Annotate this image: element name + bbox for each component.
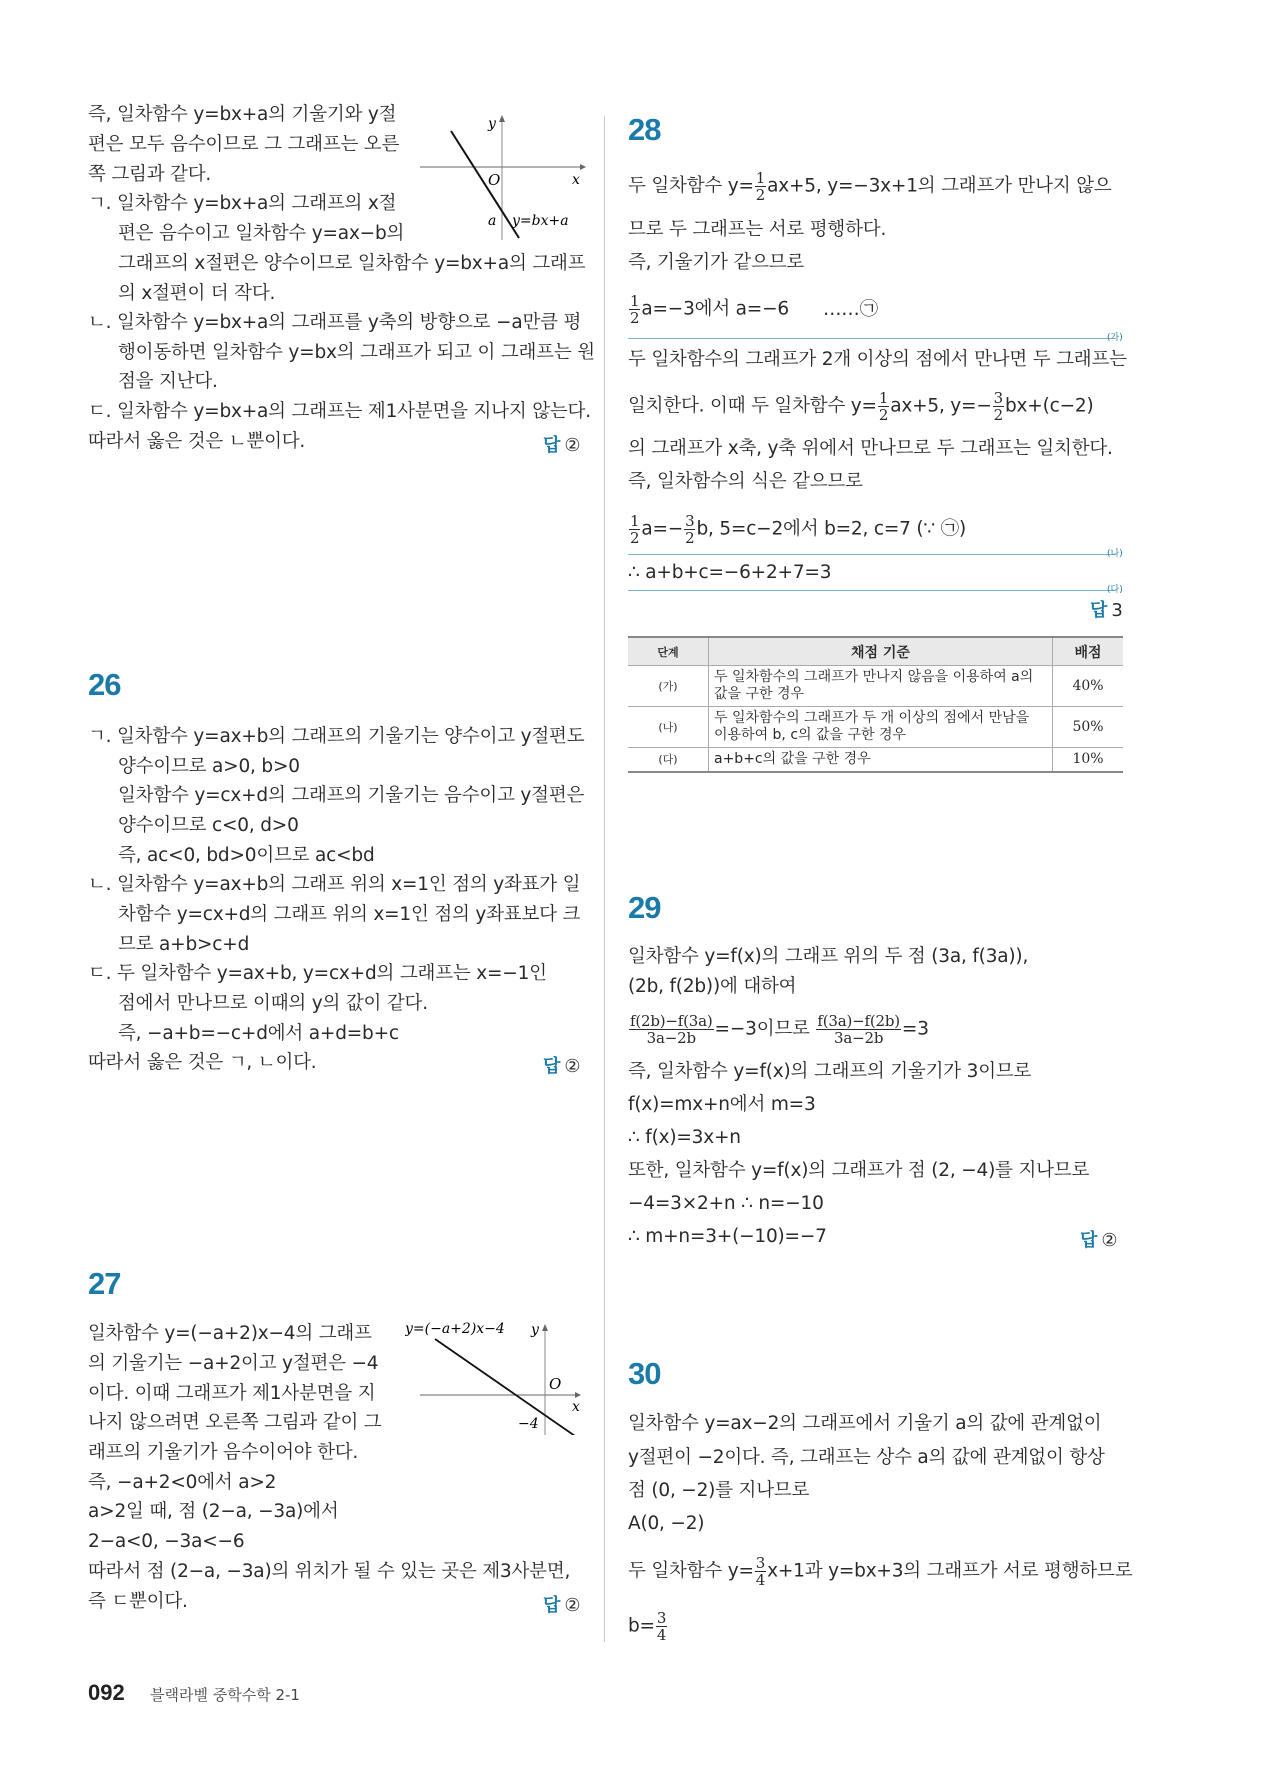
fraction: $\frac{1}{2}$ xyxy=(878,389,889,424)
column-header: 단계 xyxy=(628,637,709,666)
graph-y-bx-plus-a xyxy=(420,112,590,242)
text-line: 즉, 일차함수 y=bx+a의 기울기와 y절 xyxy=(88,104,397,125)
answer-value: 3 xyxy=(1111,600,1123,621)
text-line: $\frac{1}{2}$ a=−3에서 a=−6 ……㉠ xyxy=(630,292,878,327)
origin-label: O xyxy=(488,171,501,189)
fraction: $\frac{3}{4}$ xyxy=(755,1554,766,1589)
fraction: $\frac{1}{2}$ xyxy=(630,512,640,547)
text-line: $\frac{1}{2}$ a=− $\frac{3}{2}$ b, 5=c−2에서 b=2, c=7 (∵ ㉠) xyxy=(630,512,966,547)
text-line: 두 일차함수의 그래프가 2개 이상의 점에서 만나면 두 그래프는 xyxy=(628,349,1127,370)
text-line: 즉, 일차함수 y=f(x)의 그래프의 기울기가 3이므로 xyxy=(628,1061,1032,1082)
text-line: a>2일 때, 점 (2−a, −3a)에서 xyxy=(88,1501,339,1522)
fraction: $\frac{3}{4}$ xyxy=(656,1609,667,1644)
origin-label: O xyxy=(549,1375,562,1393)
text-line: 점을 지난다. xyxy=(118,371,218,392)
text-line: 따라서 옳은 것은 ㄴ뿐이다. xyxy=(88,431,306,452)
page-number: 092 xyxy=(88,1680,125,1705)
text-line: ㄷ. 두 일차함수 y=ax+b, y=cx+d의 그래프는 x=−1인 xyxy=(88,963,547,984)
text-line: 따라서 점 (2−a, −3a)의 위치가 될 수 있는 곳은 제3사분면, xyxy=(88,1561,571,1582)
text-line: 쪽 그림과 같다. xyxy=(88,164,212,185)
text-line: (2b, f(2b))에 대하여 xyxy=(628,976,797,997)
text-line: ㄱ. 일차함수 y=ax+b의 그래프의 기울기는 양수이고 y절편도 xyxy=(88,726,585,747)
text-line: b= $\frac{3}{4}$ xyxy=(628,1609,667,1644)
text-line: 행이동하면 일차함수 y=bx의 그래프가 되고 이 그래프는 원 xyxy=(118,342,595,363)
text-line: 일차함수 y=ax−2의 그래프에서 기울기 a의 값에 관계없이 xyxy=(628,1413,1102,1434)
text-line: 두 일차함수 y= $\frac{3}{4}$ x+1과 y=bx+3의 그래프가 서로 평행하므로 xyxy=(628,1554,1133,1589)
fraction: $\frac{3}{2}$ xyxy=(685,512,695,547)
text-line: 의 그래프가 x축, y축 위에서 만나므로 두 그래프는 일치한다. xyxy=(628,438,1113,459)
text-line: 점 (0, −2)를 지나므로 xyxy=(628,1480,810,1501)
text-line: ㄴ. 일차함수 y=ax+b의 그래프 위의 x=1인 점의 y좌표가 일 xyxy=(88,874,581,895)
text-line: 편은 음수이고 일차함수 y=ax−b의 xyxy=(118,223,405,244)
answer xyxy=(543,1591,581,1617)
question-number: 30 xyxy=(628,1356,661,1391)
text-line: 즉, 일차함수의 식은 같으므로 xyxy=(628,471,863,492)
table-row xyxy=(628,666,1123,707)
text-line: 점에서 만나므로 이때의 y의 값이 같다. xyxy=(118,993,428,1014)
graph-negative-slope-line xyxy=(405,1315,595,1435)
answer xyxy=(1080,1226,1118,1252)
text-line: 또한, 일차함수 y=f(x)의 그래프가 점 (2, −4)를 지나므로 xyxy=(628,1160,1090,1181)
text-line: $\frac{f(2b)-f(3a)}{3a-2b}$ =−3이므로 $\frac{f(3a)-f(2b)}{3a-2b}$ =3 xyxy=(630,1012,929,1047)
text-line: 양수이므로 a>0, b>0 xyxy=(118,756,300,777)
step-tag: (나) xyxy=(1107,549,1123,559)
text-line: 이다. 이때 그래프가 제1사분면을 지 xyxy=(88,1383,376,1404)
question-number: 29 xyxy=(628,890,661,925)
text-line: 즉, −a+b=−c+d에서 a+d=b+c xyxy=(118,1023,399,1044)
text-line: ㄷ. 일차함수 y=bx+a의 그래프는 제1사분면을 지나지 않는다. xyxy=(88,401,591,422)
answer-value: ② xyxy=(564,1595,581,1616)
text-line: 일치한다. 이때 두 일차함수 y= $\frac{1}{2}$ ax+5, y=− $\frac{3}{2}$ bx+(c−2) xyxy=(628,389,1094,424)
text-line: 차함수 y=cx+d의 그래프 위의 x=1인 점의 y좌표보다 크 xyxy=(118,904,581,925)
question-number: 27 xyxy=(88,1266,121,1301)
text-line: 따라서 옳은 것은 ㄱ, ㄴ이다. xyxy=(88,1052,317,1073)
question-number: 28 xyxy=(628,112,661,147)
text-line: 일차함수 y=(−a+2)x−4의 그래프 xyxy=(88,1323,372,1344)
criterion-cell: 두 일차함수의 그래프가 만나지 않음을 이용하여 a의 값을 구한 경우 xyxy=(709,666,1053,707)
text-line: ㄱ. 일차함수 y=bx+a의 그래프의 x절 xyxy=(88,193,397,214)
text-line: −4=3×2+n ∴ n=−10 xyxy=(628,1193,824,1214)
step-divider xyxy=(628,590,1116,591)
step-divider xyxy=(628,554,1116,555)
text-line: 양수이므로 c<0, d>0 xyxy=(118,815,299,836)
points-cell: 40% xyxy=(1053,666,1124,707)
text-line: 므로 두 그래프는 서로 평행하다. xyxy=(628,219,887,240)
line-label: y=(−a+2)x−4 xyxy=(405,1321,505,1337)
text-line: 즉, ac<0, bd>0이므로 ac<bd xyxy=(118,845,375,866)
answer xyxy=(543,431,581,457)
text-line: 즉, −a+2<0에서 a>2 xyxy=(88,1472,277,1493)
text-line: 의 기울기는 −a+2이고 y절편은 −4 xyxy=(88,1353,379,1374)
points-cell: 50% xyxy=(1053,707,1124,748)
text-line: 즉, 기울기가 같으므로 xyxy=(628,252,805,273)
reference-mark: ……㉠ xyxy=(822,298,878,320)
book-title: 블랙라벨 중학수학 2-1 xyxy=(150,1686,300,1704)
step-divider xyxy=(628,338,1116,339)
text-line: 즉 ㄷ뿐이다. xyxy=(88,1591,188,1612)
column-header: 배점 xyxy=(1053,637,1124,666)
intercept-label: a xyxy=(488,213,497,229)
step-tag: (가) xyxy=(1107,333,1123,343)
answer-label: 답 xyxy=(543,435,561,456)
text-line: ∴ f(x)=3x+n xyxy=(628,1127,741,1148)
answer-label: 답 xyxy=(1080,1230,1098,1251)
text-line: 나지 않으려면 오른쪽 그림과 같이 그 xyxy=(88,1412,382,1433)
answer xyxy=(1090,596,1123,622)
text-line: 일차함수 y=f(x)의 그래프 위의 두 점 (3a, f(3a)), xyxy=(628,946,1029,967)
intercept-label: −4 xyxy=(518,1416,539,1432)
text-line: ∴ a+b+c=−6+2+7=3 xyxy=(628,562,832,583)
fraction: $\frac{1}{2}$ xyxy=(630,292,640,327)
fraction: $\frac{3}{2}$ xyxy=(993,389,1003,424)
text-line: A(0, −2) xyxy=(628,1513,705,1534)
y-axis-label: y xyxy=(531,1322,539,1338)
answer xyxy=(543,1052,581,1078)
text-line: 므로 a+b>c+d xyxy=(118,934,250,955)
step-cell: (나) xyxy=(628,707,709,748)
text-line: 2−a<0, −3a<−6 xyxy=(88,1531,245,1552)
table-row xyxy=(628,707,1123,748)
answer-label: 답 xyxy=(543,1056,561,1077)
answer-label: 답 xyxy=(1090,600,1108,621)
text-line: f(x)=mx+n에서 m=3 xyxy=(628,1094,816,1115)
question-number: 26 xyxy=(88,667,121,702)
step-tag: (다) xyxy=(1107,585,1123,595)
y-axis-label: y xyxy=(488,116,496,132)
fraction: $\frac{f(3a)-f(2b)}{3a-2b}$ xyxy=(817,1012,900,1047)
line-label: y=bx+a xyxy=(512,213,569,229)
column-header: 채점 기준 xyxy=(709,637,1053,666)
text-line: 두 일차함수 y= $\frac{1}{2}$ ax+5, y=−3x+1의 그래프가 만나지 않으 xyxy=(628,169,1112,204)
table-header-row xyxy=(628,637,1123,666)
criterion-cell: a+b+c의 값을 구한 경우 xyxy=(709,748,1053,773)
x-axis-label: x xyxy=(572,1399,580,1415)
text-line: 래프의 기울기가 음수이어야 한다. xyxy=(88,1442,359,1463)
fraction: $\frac{1}{2}$ xyxy=(755,169,766,204)
text-line: ∴ m+n=3+(−10)=−7 xyxy=(628,1226,827,1247)
answer-value: ② xyxy=(564,435,581,456)
text-line: ㄴ. 일차함수 y=bx+a의 그래프를 y축의 방향으로 −a만큼 평 xyxy=(88,312,582,333)
text-line: 의 x절편이 더 작다. xyxy=(118,283,276,304)
answer-label: 답 xyxy=(543,1595,561,1616)
text-line: y절편이 −2이다. 즉, 그래프는 상수 a의 값에 관계없이 항상 xyxy=(628,1447,1105,1468)
fraction: $\frac{f(2b)-f(3a)}{3a-2b}$ xyxy=(630,1012,713,1047)
text-line: 일차함수 y=cx+d의 그래프의 기울기는 음수이고 y절편은 xyxy=(118,785,585,806)
scoring-table xyxy=(628,636,1123,773)
table-row xyxy=(628,748,1123,773)
answer-value: ② xyxy=(564,1056,581,1077)
points-cell: 10% xyxy=(1053,748,1124,773)
step-cell: (다) xyxy=(628,748,709,773)
text-line: 그래프의 x절편은 양수이므로 일차함수 y=bx+a의 그래프 xyxy=(118,253,586,274)
text-line: 편은 모두 음수이므로 그 그래프는 오른 xyxy=(88,134,400,155)
answer-value: ② xyxy=(1101,1230,1118,1251)
step-cell: (가) xyxy=(628,666,709,707)
criterion-cell: 두 일차함수의 그래프가 두 개 이상의 점에서 만남을 이용하여 b, c의 값을 구한 경우 xyxy=(709,707,1053,748)
column-divider xyxy=(604,116,605,1642)
x-axis-label: x xyxy=(572,172,580,188)
